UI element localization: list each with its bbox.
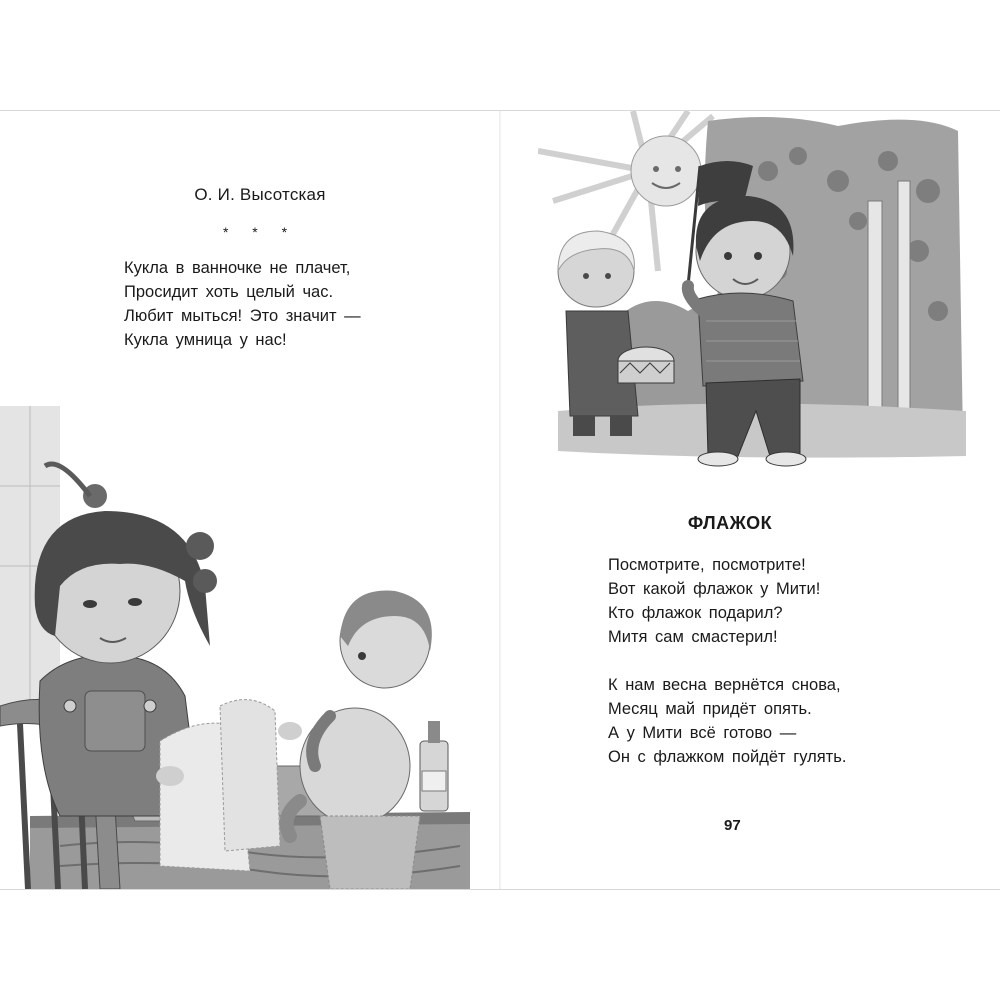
poem-line: Вот какой флажок у Мити! [608,580,821,598]
poem-stanza [608,673,846,769]
poem-flag [608,553,846,769]
illustration-boys-with-flag [538,111,966,481]
poem-doll-bath [124,256,361,352]
page-number: 97 [724,817,741,834]
poem-stanza [608,553,846,649]
poem-line: А у Мити всё готово — [608,724,797,742]
poem-line: Митя сам смастерил! [608,628,778,646]
poem-line: Месяц май придёт опять. [608,700,812,718]
book-spread [0,110,1000,890]
poem-line: К нам весна вернётся снова, [608,676,841,694]
poem-line: Он с флажком пойдёт гулять. [608,748,847,766]
poem-line: Любит мыться! Это значит — [124,307,361,325]
left-page [0,111,500,889]
poem-title: ФЛАЖОК [687,513,773,533]
poem-line: Просидит хоть целый час. [124,283,334,301]
illustration-girl-bathing-doll [0,346,480,889]
right-page [500,111,1000,889]
poem-line: Кто флажок подарил? [608,604,783,622]
poem-author: О. И. Высотская [194,185,326,204]
poem-line: Посмотрите, посмотрите! [608,556,806,574]
poem-separator: * * * [222,224,298,240]
poem-line: Кукла в ванночке не плачет, [124,259,351,277]
poem-line: Кукла умница у нас! [124,331,287,349]
